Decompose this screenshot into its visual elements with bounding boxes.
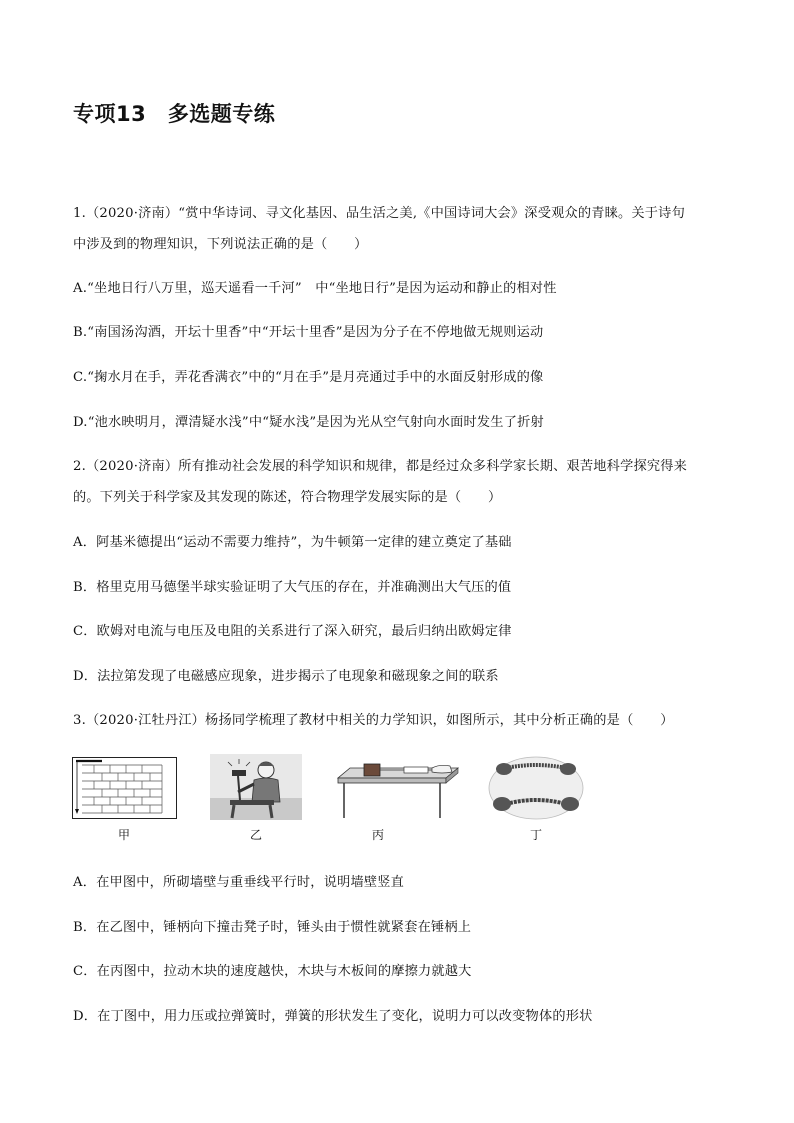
figure-bing-block-on-table bbox=[334, 760, 460, 820]
figure-yi-hammer-stool bbox=[210, 754, 302, 820]
figure-bing-caption: 丙 bbox=[372, 828, 385, 842]
figure-jia-caption: 甲 bbox=[118, 828, 131, 842]
question-1-option-a: A.“坐地日行八万里，巡天遥看一千河” 中“坐地日行”是因为运动和静止的相对性 bbox=[73, 281, 557, 296]
question-2-stem-line-1: 2.（2020·济南）所有推动社会发展的科学知识和规律，都是经过众多科学家长期、艰苦地科学探究得来 bbox=[73, 459, 688, 474]
figure-ding-springs bbox=[488, 756, 584, 820]
question-3-option-a: A．在甲图中，所砌墙壁与重垂线平行时，说明墙壁竖直 bbox=[73, 875, 405, 890]
question-2-option-b: B．格里克用马德堡半球实验证明了大气压的存在，并准确测出大气压的值 bbox=[73, 580, 512, 595]
figure-ding-caption: 丁 bbox=[530, 828, 543, 842]
question-2-stem-line-2: 的。下列关于科学家及其发现的陈述，符合物理学发展实际的是（ ） bbox=[73, 490, 502, 505]
figure-jia-brick-wall bbox=[72, 757, 177, 819]
question-3-option-c: C．在丙图中，拉动木块的速度越快，木块与木板间的摩擦力就越大 bbox=[73, 964, 472, 979]
question-3-option-b: B．在乙图中，锤柄向下撞击凳子时，锤头由于惯性就紧套在锤柄上 bbox=[73, 920, 472, 935]
question-1-stem-line-2: 中涉及到的物理知识，下列说法正确的是（ ） bbox=[73, 237, 368, 252]
question-2-option-a: A．阿基米德提出“运动不需要力维持”，为牛顿第一定律的建立奠定了基础 bbox=[73, 535, 512, 550]
question-1-stem-line-1: 1.（2020·济南）“赏中华诗词、寻文化基因、品生活之美,《中国诗词大会》深受观众的青睐。关于诗句 bbox=[73, 206, 685, 221]
question-1-option-c: C.“掬水月在手，弄花香满衣”中的“月在手”是月亮通过手中的水面反射形成的像 bbox=[73, 370, 544, 385]
figure-yi-caption: 乙 bbox=[250, 828, 263, 842]
question-2-option-d: D．法拉第发现了电磁感应现象，进步揭示了电现象和磁现象之间的联系 bbox=[73, 669, 499, 684]
question-3-option-d: D．在丁图中，用力压或拉弹簧时，弹簧的形状发生了变化，说明力可以改变物体的形状 bbox=[73, 1009, 593, 1024]
question-3-stem: 3.（2020·江牡丹江）杨扬同学梳理了教材中相关的力学知识，如图所示，其中分析正确的是（ ） bbox=[73, 713, 674, 728]
page-title: 专项13 多选题专练 bbox=[73, 102, 276, 126]
question-1-option-d: D.“池水映明月，潭清疑水浅”中“疑水浅”是因为光从空气射向水面时发生了折射 bbox=[73, 415, 544, 430]
question-1-option-b: B.“南国汤沟酒，开坛十里香”中“开坛十里香”是因为分子在不停地做无规则运动 bbox=[73, 325, 544, 340]
question-2-option-c: C．欧姆对电流与电压及电阻的关系进行了深入研究，最后归纳出欧姆定律 bbox=[73, 624, 512, 639]
